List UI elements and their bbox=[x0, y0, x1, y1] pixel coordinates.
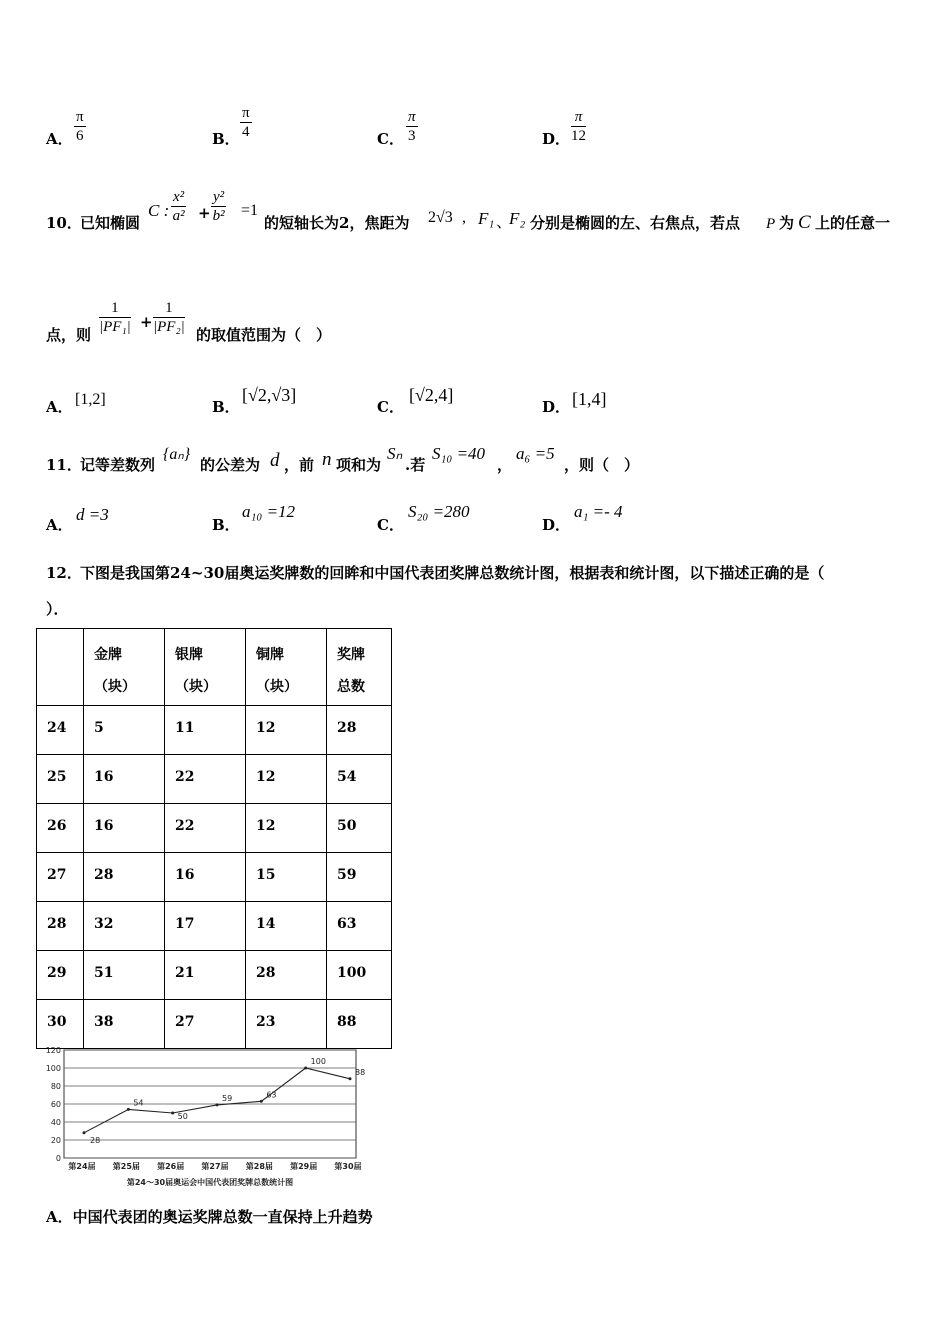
chart-data-point bbox=[349, 1077, 352, 1080]
table-row bbox=[37, 804, 392, 853]
table-header-cell: 铜牌 （块） bbox=[246, 629, 327, 706]
q11-sn: Sₙ bbox=[387, 444, 403, 463]
q12-text-line2: ）． bbox=[46, 600, 69, 618]
chart-x-tick-label: 第27届 bbox=[201, 1162, 229, 1171]
q11-text7: ，则（ ） bbox=[564, 456, 640, 474]
chart-y-tick-label: 20 bbox=[50, 1136, 61, 1145]
q10-sep: 、 bbox=[496, 214, 513, 231]
q10-line2-suffix: 的取值范围为（ ） bbox=[196, 326, 332, 344]
table-cell: 22 bbox=[165, 804, 246, 853]
medal-count-line-chart bbox=[36, 1044, 366, 1192]
q9-option-c-label: C． bbox=[377, 130, 404, 148]
chart-y-tick-label: 100 bbox=[45, 1064, 61, 1073]
table-cell: 63 bbox=[327, 902, 392, 951]
chart-data-point bbox=[171, 1112, 174, 1115]
table-header-cell: 奖牌 总数 bbox=[327, 629, 392, 706]
table-header-cell: 银牌 （块） bbox=[165, 629, 246, 706]
q10-c: C bbox=[798, 212, 811, 233]
table-cell: 29 bbox=[37, 951, 84, 1000]
chart-data-label: 59 bbox=[222, 1093, 233, 1103]
table-row bbox=[37, 706, 392, 755]
q10-focal: 2√3 bbox=[428, 209, 453, 226]
chart-x-tick-label: 第25届 bbox=[112, 1162, 140, 1171]
table-cell: 28 bbox=[327, 706, 392, 755]
chart-x-tick-label: 第26届 bbox=[157, 1162, 185, 1171]
table-cell: 38 bbox=[84, 1000, 165, 1049]
q10-text3: 分别是椭圆的左、右焦点，若点 bbox=[530, 214, 741, 232]
chart-data-point bbox=[304, 1067, 307, 1070]
q11-a6: a₆ =5 bbox=[516, 444, 555, 463]
q10-option-b-value: [√2,√3] bbox=[242, 385, 297, 405]
q10-line2-prefix: 点，则 bbox=[46, 326, 92, 344]
chart-y-tick-label: 60 bbox=[50, 1100, 61, 1109]
q11-option-d-label: D． bbox=[542, 516, 571, 534]
q11-number: 11． bbox=[46, 456, 82, 474]
table-header-cell: 金牌 （块） bbox=[84, 629, 165, 706]
q10-fraction-pf1: $\frac{1}{\text{|PF₁|}}$ bbox=[99, 300, 131, 335]
table-cell: 16 bbox=[165, 853, 246, 902]
table-cell: 12 bbox=[246, 706, 327, 755]
table-cell: 30 bbox=[37, 1000, 84, 1049]
chart-data-label: 100 bbox=[310, 1057, 326, 1066]
chart-y-tick-label: 0 bbox=[55, 1154, 61, 1163]
q10-option-d-value: [1,4] bbox=[572, 389, 607, 409]
table-cell: 14 bbox=[246, 902, 327, 951]
q11-n: n bbox=[322, 449, 332, 470]
q11-sequence: {aₙ} bbox=[163, 446, 191, 463]
q10-plus: + bbox=[198, 204, 211, 222]
q10-fraction-pf2: $\frac{1}{\text{|PF₂|}}$ bbox=[153, 300, 185, 335]
table-row bbox=[37, 755, 392, 804]
q10-y-fraction: $\frac{\text{y²}}{\text{b²}}$ bbox=[212, 189, 225, 224]
table-cell: 28 bbox=[37, 902, 84, 951]
q11-option-d-value: a₁ =- 4 bbox=[574, 502, 623, 521]
table-cell: 16 bbox=[84, 755, 165, 804]
medal-table bbox=[36, 628, 392, 1049]
q10-c-colon: C : bbox=[148, 201, 170, 220]
q11-option-c-label: C． bbox=[377, 516, 404, 534]
q12-text-line1: 下图是我国第24~30届奥运奖牌数的回眸和中国代表团奖牌总数统计图，根据表和统计图，以下描述正确的是（ bbox=[80, 564, 825, 582]
chart-data-label: 28 bbox=[90, 1135, 101, 1145]
q10-option-b-label: B． bbox=[212, 398, 240, 416]
table-cell: 100 bbox=[327, 951, 392, 1000]
chart-title: 第24～30届奥运会中国代表团奖牌总数统计图 bbox=[126, 1178, 294, 1187]
table-cell: 22 bbox=[165, 755, 246, 804]
table-cell: 12 bbox=[246, 755, 327, 804]
q9-option-d-label: D． bbox=[542, 130, 571, 148]
q11-text6: ， bbox=[497, 456, 513, 474]
q10-text2: 的短轴长为2，焦距为 bbox=[264, 214, 410, 232]
q10-option-a-label: A． bbox=[46, 398, 73, 416]
q11-s10: S₁₀ =40 bbox=[432, 444, 486, 463]
chart-data-point bbox=[127, 1108, 130, 1111]
q11-option-a-value: d =3 bbox=[76, 505, 109, 524]
q12-number: 12． bbox=[46, 564, 82, 582]
q9-option-c-fraction: $\frac{\pi}{3}$ bbox=[408, 109, 416, 144]
table-row bbox=[37, 853, 392, 902]
chart-y-tick-label: 80 bbox=[50, 1082, 61, 1091]
table-cell: 28 bbox=[246, 951, 327, 1000]
chart-data-label: 54 bbox=[133, 1098, 144, 1108]
table-cell: 32 bbox=[84, 902, 165, 951]
chart-data-point bbox=[83, 1131, 86, 1134]
q10-text5: 上的任意一 bbox=[815, 214, 891, 232]
q9-option-b-label: B． bbox=[212, 130, 240, 148]
table-cell: 51 bbox=[84, 951, 165, 1000]
q10-x-fraction: $\frac{\text{x²}}{\text{a²}}$ bbox=[172, 189, 185, 224]
table-cell: 24 bbox=[37, 706, 84, 755]
chart-x-tick-label: 第24届 bbox=[68, 1162, 96, 1171]
q9-option-a-label: A． bbox=[46, 130, 73, 148]
q10-option-a-value: [1,2] bbox=[75, 391, 106, 408]
chart-data-label: 88 bbox=[355, 1067, 366, 1077]
table-cell: 27 bbox=[165, 1000, 246, 1049]
table-row bbox=[37, 1000, 392, 1049]
chart-y-tick-label: 40 bbox=[50, 1118, 61, 1127]
q11-option-b-value: a₁₀ =12 bbox=[242, 502, 296, 521]
table-cell: 27 bbox=[37, 853, 84, 902]
q10-option-d-label: D． bbox=[542, 398, 571, 416]
q11-option-a-label: A． bbox=[46, 516, 73, 534]
q10-option-c-label: C． bbox=[377, 398, 404, 416]
chart-data-point bbox=[260, 1100, 263, 1103]
table-cell: 54 bbox=[327, 755, 392, 804]
table-cell: 11 bbox=[165, 706, 246, 755]
table-cell: 16 bbox=[84, 804, 165, 853]
q10-text4: 为 bbox=[779, 214, 795, 232]
table-cell: 15 bbox=[246, 853, 327, 902]
q10-point-p: P bbox=[766, 216, 776, 232]
table-cell: 59 bbox=[327, 853, 392, 902]
q11-option-b-label: B． bbox=[212, 516, 240, 534]
chart-data-point bbox=[216, 1103, 219, 1106]
chart-x-tick-label: 第30届 bbox=[334, 1162, 362, 1171]
q11-text2: 的公差为 bbox=[200, 456, 261, 474]
table-row bbox=[37, 951, 392, 1000]
q10-comma: , bbox=[462, 209, 466, 226]
chart-data-label: 63 bbox=[266, 1090, 277, 1100]
table-cell: 12 bbox=[246, 804, 327, 853]
chart-data-label: 50 bbox=[177, 1112, 188, 1121]
chart-y-tick-label: 120 bbox=[45, 1046, 61, 1055]
q9-option-a-fraction: $\frac{\pi}{6}$ bbox=[76, 109, 84, 144]
q11-text4: 项和为 bbox=[336, 456, 382, 474]
q10-f1: F₁ bbox=[478, 209, 495, 228]
table-cell: 50 bbox=[327, 804, 392, 853]
q9-option-d-fraction: $\frac{\pi}{12}$ bbox=[571, 109, 586, 144]
q11-text1: 记等差数列 bbox=[80, 456, 156, 474]
q10-text1: 已知椭圆 bbox=[80, 214, 141, 232]
q10-eq1: =1 bbox=[241, 202, 259, 219]
chart-x-tick-label: 第28届 bbox=[245, 1162, 273, 1171]
table-cell: 25 bbox=[37, 755, 84, 804]
table-header-row bbox=[37, 629, 392, 706]
q10-option-c-value: [√2,4] bbox=[409, 385, 454, 405]
table-cell: 21 bbox=[165, 951, 246, 1000]
table-cell: 26 bbox=[37, 804, 84, 853]
table-cell: 23 bbox=[246, 1000, 327, 1049]
table-cell: 17 bbox=[165, 902, 246, 951]
q11-option-c-value: S₂₀ =280 bbox=[408, 502, 470, 521]
chart-x-tick-label: 第29届 bbox=[290, 1162, 318, 1171]
table-header-cell bbox=[37, 629, 84, 706]
q11-d: d bbox=[270, 450, 280, 471]
q11-text3: ，前 bbox=[284, 456, 315, 474]
q10-number: 10． bbox=[46, 214, 82, 232]
q12-option-a: A．中国代表团的奥运奖牌总数一直保持上升趋势 bbox=[46, 1208, 373, 1226]
q9-option-b-fraction: $\frac{\pi}{4}$ bbox=[242, 105, 250, 140]
table-row bbox=[37, 902, 392, 951]
table-cell: 5 bbox=[84, 706, 165, 755]
q10-plus-2: + bbox=[140, 313, 153, 331]
table-cell: 28 bbox=[84, 853, 165, 902]
q10-f2: F₂ bbox=[509, 209, 526, 228]
table-cell: 88 bbox=[327, 1000, 392, 1049]
q11-text5: .若 bbox=[405, 456, 426, 474]
